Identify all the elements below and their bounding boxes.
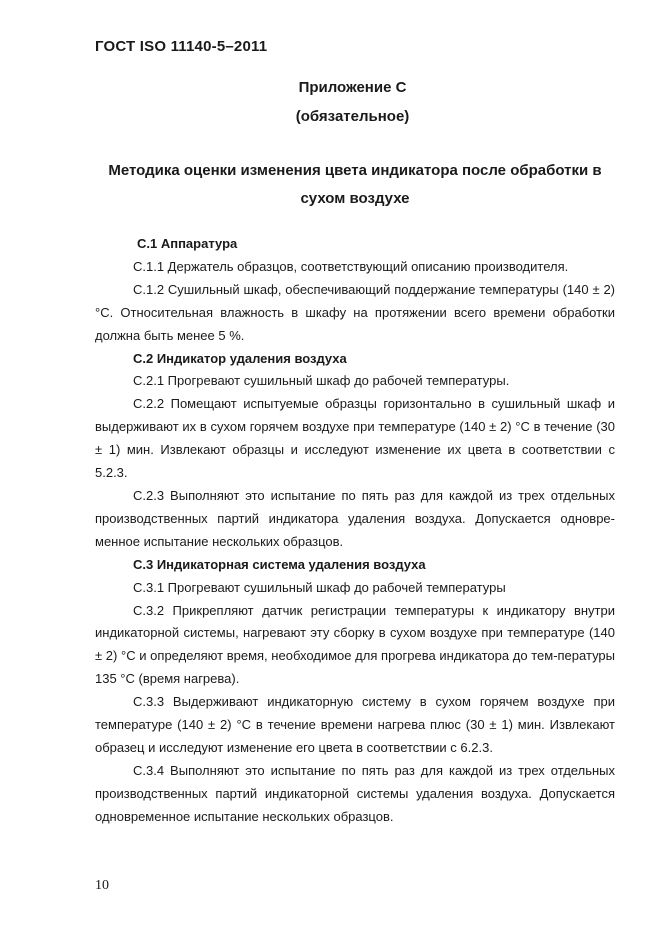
standard-code-header: ГОСТ ISO 11140-5–2011 xyxy=(95,38,268,55)
document-title: Методика оценки изменения цвета индикатора после обработки в сухом воздухе xyxy=(108,162,602,207)
paragraph-c2-3: С.2.3 Выполняют это испытание по пять раз для каждой из трех отдельных производственных партий индикатора удаления воздуха. Допускается одновре-менное испытание нескольких образцов. xyxy=(95,487,615,549)
paragraph-c2-2: С.2.2 Помещают испытуемые образцы горизонтально в сушильный шкаф и выдерживают их в сухом горячем воздухе при температуре (140 ± 2) °С в течение (30 ± 1) мин. Извлекают образцы и исследуют изменение их цвета в соответствии с 5.2.3. xyxy=(95,396,615,481)
paragraph-c3-1: С.3.1 Прогревают сушильный шкаф до рабочей температуры xyxy=(133,579,506,595)
paragraph-c3-2: С.3.2 Прикрепляют датчик регистрации температуры к индикатору внутри индикаторной системы, нагревают эту сборку в сухом воздухе при температуре (140 ± 2) °С и определяют время, необходимое для прогрева индикатора до тем-пературы 135 °С (время нагрева). xyxy=(95,602,615,687)
section-heading-c1: С.1 Аппаратура xyxy=(137,236,238,251)
paragraph-c3-3: С.3.3 Выдерживают индикаторную систему в сухом горячем воздухе при температуре (140 ± 2) °С в течение времени нагрева плюс (30 ± 1) мин. Извлекают образец и исследуют изменение его цвета в соответствии с 6.2.3. xyxy=(95,694,615,755)
paragraph-c2-1: С.2.1 Прогревают сушильный шкаф до рабочей температуры. xyxy=(133,373,510,389)
annex-status: (обязательное) xyxy=(295,108,410,125)
paragraph-c1-2: С.1.2 Сушильный шкаф, обеспечивающий поддержание температуры (140 ± 2) °С. Относительная влажность в шкафу на протяжении всего времени обработки должна быть менее 5 %. xyxy=(95,281,615,343)
annex-title: Приложение С xyxy=(298,79,407,96)
section-heading-c3: С.3 Индикаторная система удаления воздуха xyxy=(133,556,426,572)
page-number: 10 xyxy=(95,878,109,893)
paragraph-c1-1: С.1.1 Держатель образцов, соответствующий описанию производителя. xyxy=(133,258,569,274)
section-heading-c2: С.2 Индикатор удаления воздуха xyxy=(133,350,347,366)
paragraph-c3-4: С.3.4 Выполняют это испытание по пять раз для каждой из трех отдельных производственных партий индикаторной системы удаления воздуха. Допускается одновременное испытание нескольких образцов. xyxy=(95,762,615,824)
document-body xyxy=(95,233,615,829)
